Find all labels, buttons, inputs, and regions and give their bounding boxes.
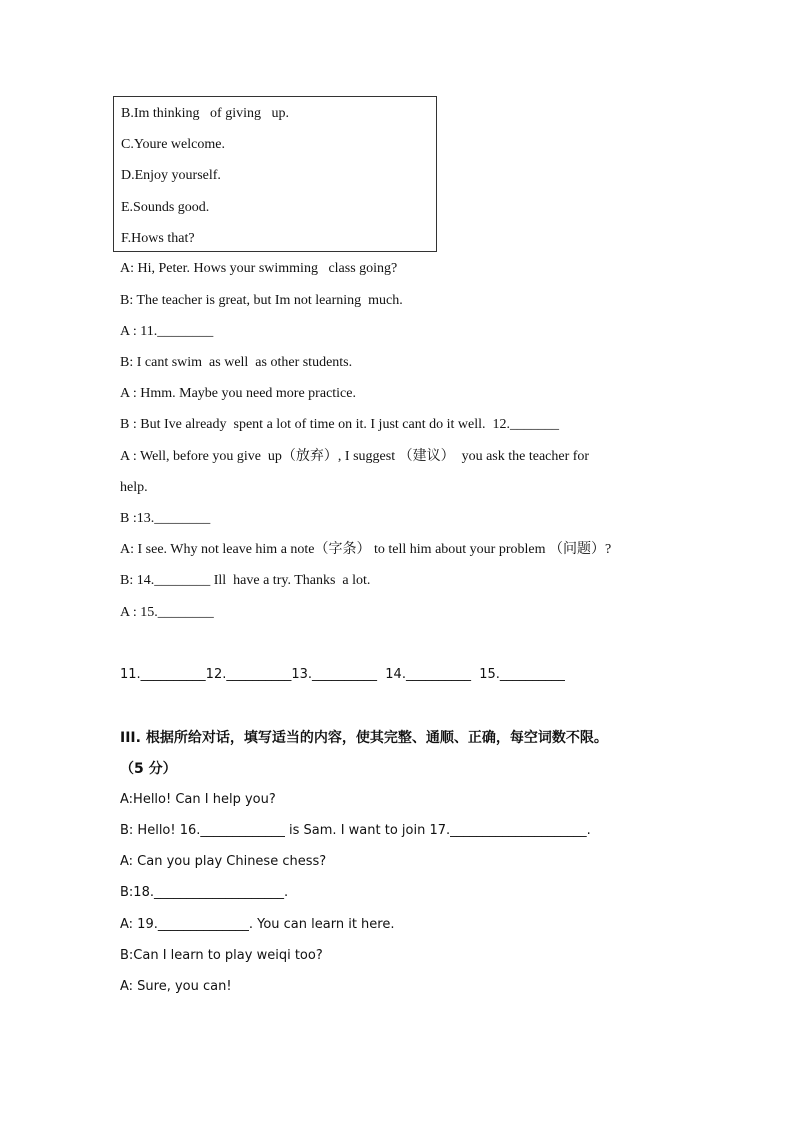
dialogue-line: help. [120,480,148,495]
dialogue-line-blank-15: A : 15.________ [120,605,214,620]
dialogue-line: A: Can you play Chinese chess? [120,854,327,869]
dialogue-line-blank-16-17: B: Hello! 16._____________ is Sam. I want to join 17._____________________. [120,823,591,838]
dialogue-line: B: I cant swim as well as other students. [120,355,353,370]
dialogue-line-blank-13: B :13.________ [120,511,211,526]
option-c: C.Youre welcome. [121,137,225,152]
section-heading: III. 根据所给对话，填写适当的内容，使其完整、通顺、正确，每空词数不限。 [120,730,608,746]
dialogue-line: A : Hmm. Maybe you need more practice. [120,386,356,401]
answer-blanks: 11.__________12.__________13.__________ 14.__________ 15.__________ [120,667,565,682]
dialogue-line-blank-18: B:18.____________________. [120,885,289,900]
option-b: B.Im thinking of giving up. [121,106,289,121]
dialogue-line: A: Sure, you can! [120,979,232,994]
option-d: D.Enjoy yourself. [121,168,221,183]
dialogue-line-blank-19: A: 19.______________. You can learn it here. [120,917,395,932]
option-e: E.Sounds good. [121,200,210,215]
dialogue-line: A: I see. Why not leave him a note（字条） to tell him about your problem （问题）? [120,542,612,557]
options-box [113,96,437,252]
dialogue-line-blank-11: A : 11.________ [120,324,214,339]
dialogue-line: A: Hi, Peter. Hows your swimming class going? [120,261,398,276]
dialogue-line: A:Hello! Can I help you? [120,792,276,807]
option-f: F.Hows that? [121,231,195,246]
section-points: （5 分） [120,761,177,777]
dialogue-line: B: The teacher is great, but Im not learning much. [120,293,403,308]
dialogue-line-blank-14: B: 14.________ Ill have a try. Thanks a lot. [120,573,371,588]
dialogue-line: A : Well, before you give up（放弃）, I suggest （建议） you ask the teacher for [120,449,590,464]
dialogue-line-blank-12: B : But Ive already spent a lot of time on it. I just cant do it well. 12._______ [120,417,559,432]
dialogue-line: B:Can I learn to play weiqi too? [120,948,323,963]
